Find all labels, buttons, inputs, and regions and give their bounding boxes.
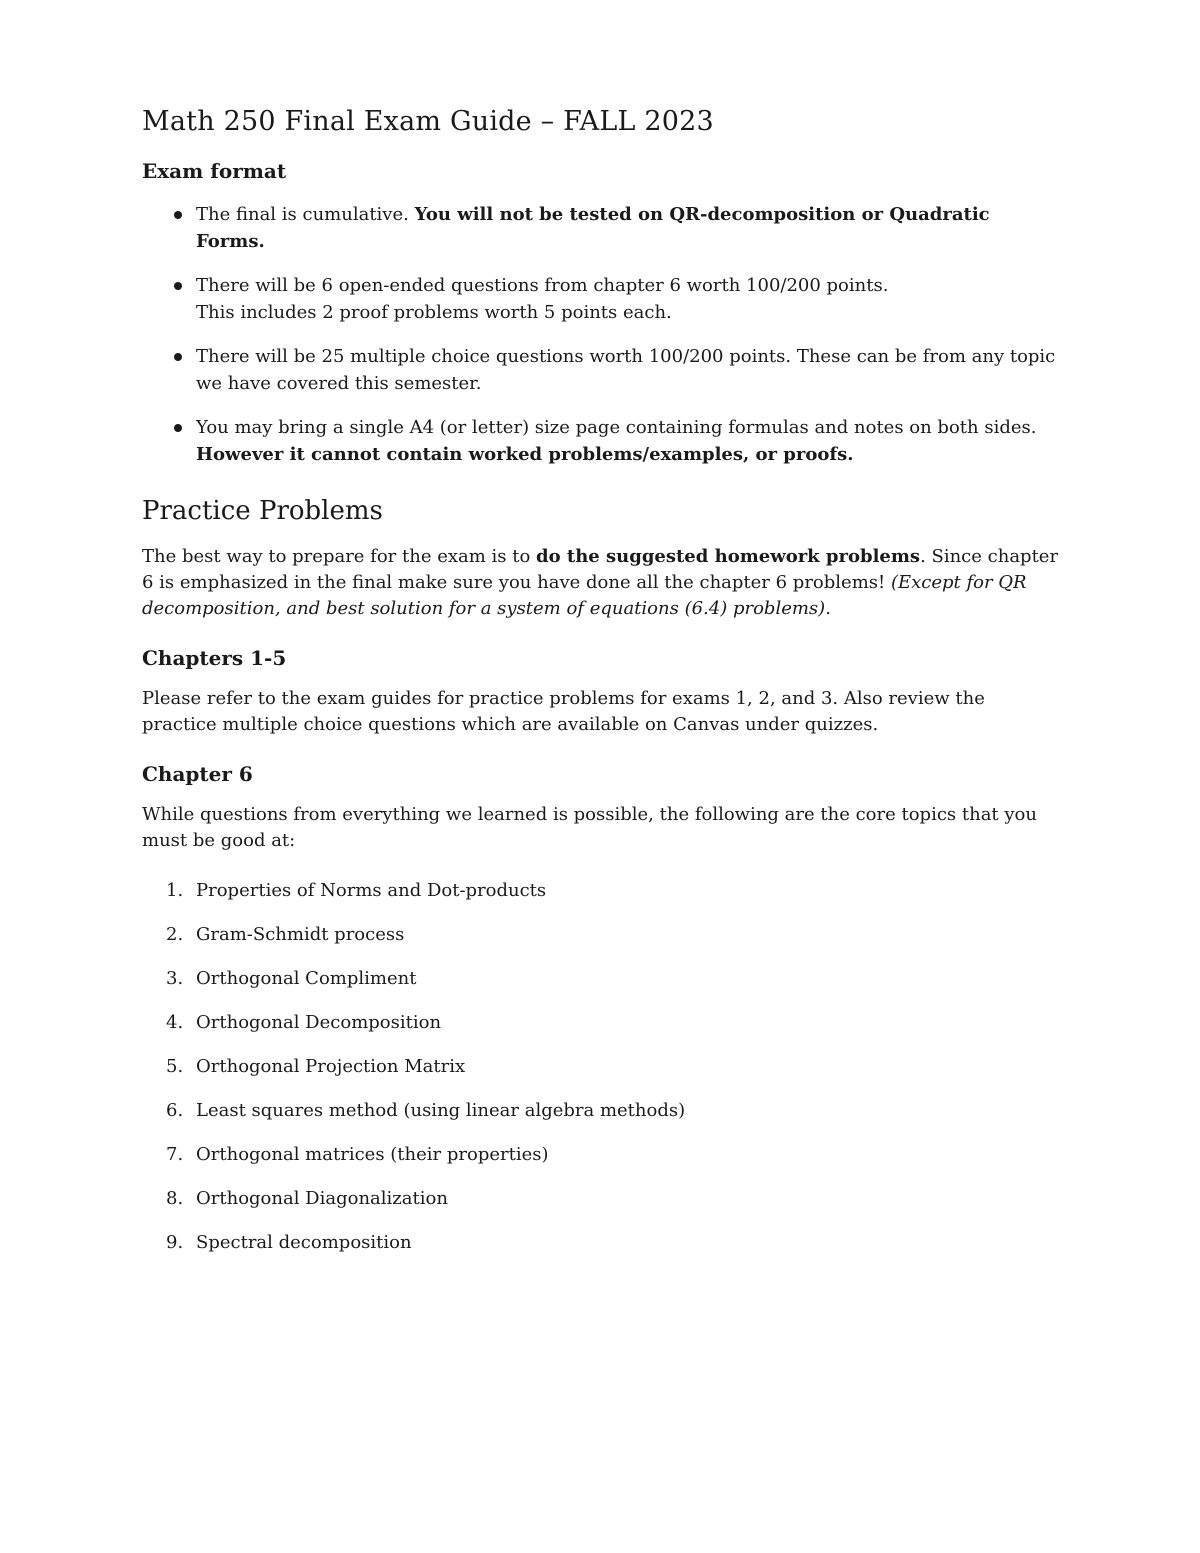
chapter-6-text: While questions from everything we learned is possible, the following are the core topics that you must be good at: — [142, 804, 1037, 851]
practice-intro — [142, 544, 1060, 622]
bullet-text: There will be 25 multiple choice questions worth 100/200 points. These can be from any topic we have covered this semester. — [196, 346, 1056, 394]
item-label: Least squares method (using linear algebra methods) — [196, 1100, 686, 1121]
bullet-text-line2: This includes 2 proof problems worth 5 points each. — [196, 302, 672, 323]
item-number: 9. — [166, 1232, 184, 1253]
item-number: 7. — [166, 1144, 184, 1165]
chapter-6-topics-list — [142, 878, 1060, 1256]
bullet-bold-text: However it cannot contain worked problems/examples, or proofs. — [196, 444, 854, 465]
list-item — [142, 272, 1060, 326]
bullet-text: There will be 6 open-ended questions from chapter 6 worth 100/200 points. — [196, 275, 889, 296]
practice-intro-italic: (Except for QR decomposition, and best solution for a system of equations (6.4) problems). — [142, 572, 1027, 619]
practice-problems-heading: Practice Problems — [142, 496, 383, 526]
bullet-icon — [174, 211, 182, 219]
chapters-1-5-heading: Chapters 1-5 — [142, 646, 287, 670]
bullet-bold-text: You will not be tested on QR-decomposition or Quadratic Forms. — [196, 204, 990, 252]
item-label: Orthogonal Diagonalization — [196, 1188, 448, 1209]
list-item — [142, 878, 1060, 904]
exam-format-heading: Exam format — [142, 159, 287, 183]
item-label: Gram-Schmidt process — [196, 924, 405, 945]
list-item — [142, 1142, 1060, 1168]
list-item — [142, 1230, 1060, 1256]
list-item — [142, 414, 1060, 468]
bullet-icon — [174, 282, 182, 290]
bullet-text: You may bring a single A4 (or letter) size page containing formulas and notes on both sides. — [196, 417, 1037, 438]
item-label: Orthogonal Decomposition — [196, 1012, 442, 1033]
exam-format-list — [142, 201, 1060, 468]
bullet-icon — [174, 353, 182, 361]
practice-intro-bold: do the suggested homework problems — [536, 546, 921, 567]
item-number: 5. — [166, 1056, 184, 1077]
document-page — [142, 106, 1060, 1274]
list-item — [142, 1186, 1060, 1212]
list-item — [142, 922, 1060, 948]
page-title: Math 250 Final Exam Guide – FALL 2023 — [142, 106, 714, 137]
chapters-1-5-text: Please refer to the exam guides for practice problems for exams 1, 2, and 3. Also review the practice multiple choice questions which are available on Canvas under quizzes. — [142, 688, 985, 735]
item-number: 8. — [166, 1188, 184, 1209]
list-item — [142, 966, 1060, 992]
item-number: 1. — [166, 880, 184, 901]
bullet-text: The final is cumulative. — [196, 204, 415, 225]
practice-intro-text: The best way to prepare for the exam is to — [142, 546, 537, 567]
list-item — [142, 1010, 1060, 1036]
list-item — [142, 1098, 1060, 1124]
bullet-icon — [174, 424, 182, 432]
item-number: 4. — [166, 1012, 184, 1033]
item-label: Orthogonal Compliment — [196, 968, 417, 989]
item-number: 6. — [166, 1100, 184, 1121]
item-label: Properties of Norms and Dot-products — [196, 880, 547, 901]
chapter-6-heading: Chapter 6 — [142, 762, 253, 786]
item-number: 3. — [166, 968, 184, 989]
list-item — [142, 1054, 1060, 1080]
practice-intro-text-2: . Since chapter 6 is emphasized in the final make sure you have done all the chapter 6 problems! — [142, 546, 1059, 593]
item-label: Spectral decomposition — [196, 1232, 412, 1253]
item-label: Orthogonal matrices (their properties) — [196, 1144, 549, 1165]
list-item — [142, 201, 1060, 255]
item-number: 2. — [166, 924, 184, 945]
list-item — [142, 343, 1060, 397]
item-label: Orthogonal Projection Matrix — [196, 1056, 466, 1077]
